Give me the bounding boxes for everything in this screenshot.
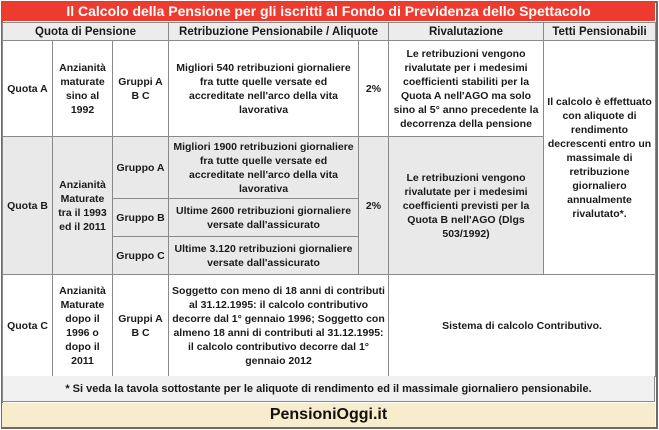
quota-a-anzianita: Anzianità maturate sino al 1992: [53, 41, 113, 137]
tetti-pensionabili-text: Il calcolo è effettuato con aliquote di rendimento decrescenti entro un massimale di retribuzione giornaliero annualmente rivalutato*.: [544, 41, 656, 275]
quota-a-retribuzione: Migliori 540 retribuzioni giornaliere fra tutte quelle versate ed accreditate nell'arco della vita lavorativa: [169, 41, 359, 137]
quota-c-anzianita: Anzianità Maturate dopo il 1996 o dopo il 2011: [53, 275, 113, 377]
footnote: * Si veda la tavola sottostante per le aliquote di rendimento ed il massimale giornaliero pensionabile.: [2, 376, 655, 402]
quota-a-label: Quota A: [3, 41, 53, 137]
pension-table: [2, 22, 656, 377]
quota-c-gruppi: Gruppi A B C: [113, 275, 169, 377]
quota-c-label: Quota C: [3, 275, 53, 377]
header-tetti: Tetti Pensionabili: [544, 23, 656, 41]
quota-b-retribuzione-a: Migliori 1900 retribuzioni giornaliere fra tutte quelle versate ed accreditate nell'arco della vita lavorativa: [169, 137, 359, 199]
table-row-quota-a: [3, 41, 656, 137]
quota-b-rivalutazione: Le retribuzioni vengono rivalutate per i medesimi coefficienti previsti per la Quota B nell'AGO (Dlgs 503/1992): [389, 137, 544, 275]
quota-c-retribuzione: Soggetto con meno di 18 anni di contributi al 31.12.1995: il calcolo contributivo decorre dal 1° gennaio 1996; Soggetto con almeno 18 anni di contributi al 31.12.1995: il calcolo contributivo decorre dal 1° gennaio 2012: [169, 275, 389, 377]
quota-b-gruppo-a: Gruppo A: [113, 137, 169, 199]
quota-c-sistema: Sistema di calcolo Contributivo.: [389, 275, 656, 377]
quota-b-gruppo-c: Gruppo C: [113, 237, 169, 275]
header-quota: Quota di Pensione: [3, 23, 169, 41]
quota-b-anzianita: Anzianità Maturate tra il 1993 ed il 2011: [53, 137, 113, 275]
header-row: [3, 23, 656, 41]
quota-a-rivalutazione: Le retribuzioni vengono rivalutate per i medesimi coefficienti stabiliti per la Quota A nell'AGO ma solo sino al 5° anno precedente la decorrenza della pensione: [389, 41, 544, 137]
quota-a-aliquota: 2%: [359, 41, 389, 137]
quota-b-aliquota: 2%: [359, 137, 389, 275]
quota-b-label: Quota B: [3, 137, 53, 275]
brand-footer: PensioniOggi.it: [2, 403, 655, 427]
table-row-quota-c: [3, 275, 656, 377]
quota-b-retribuzione-c: Ultime 3.120 retribuzioni giornaliere versate dall'assicurato: [169, 237, 359, 275]
page-title: Il Calcolo della Pensione per gli iscritti al Fondo di Previdenza dello Spettacolo: [2, 2, 655, 21]
header-rivalutazione: Rivalutazione: [389, 23, 544, 41]
quota-b-retribuzione-b: Ultime 2600 retribuzioni giornaliere versate dall'assicurato: [169, 199, 359, 237]
quota-a-gruppi: Gruppi A B C: [113, 41, 169, 137]
header-retribuzione: Retribuzione Pensionabile / Aliquote: [169, 23, 389, 41]
quota-b-gruppo-b: Gruppo B: [113, 199, 169, 237]
